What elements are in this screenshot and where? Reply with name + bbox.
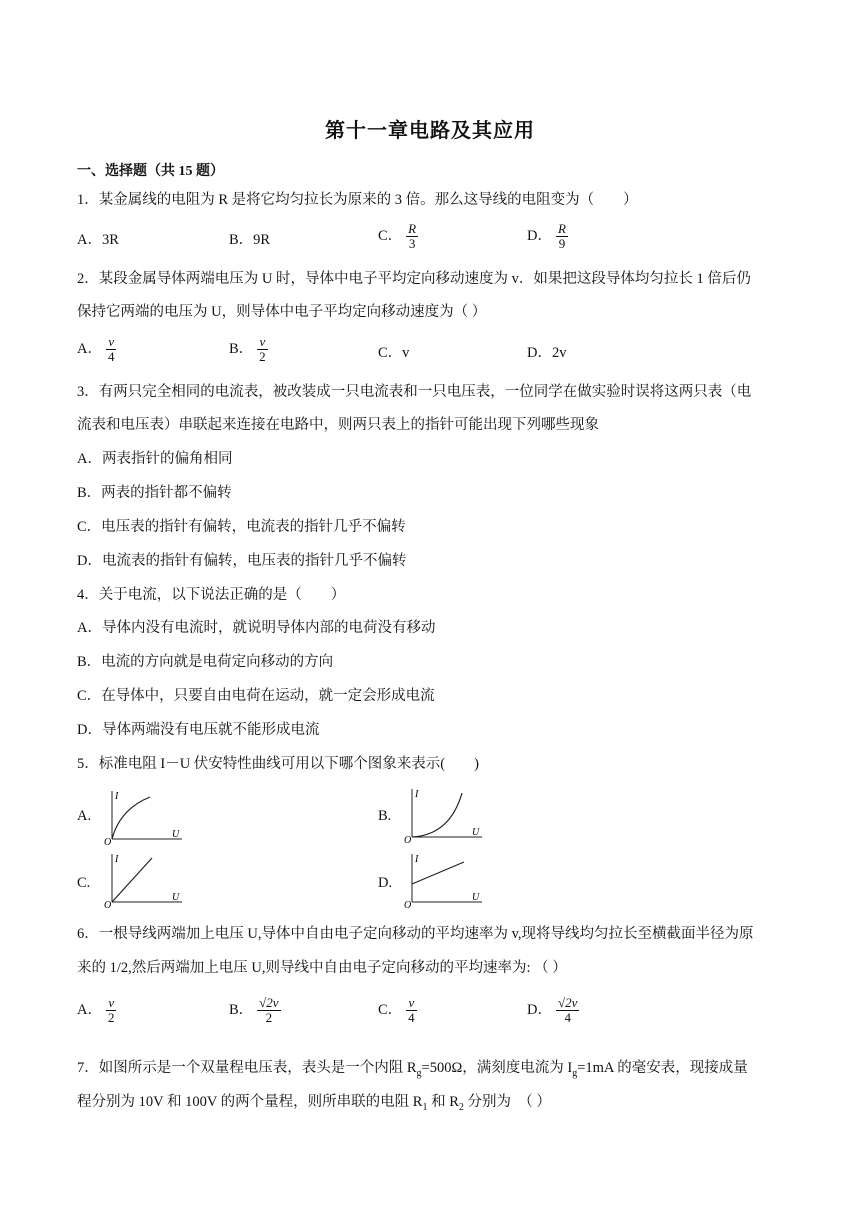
question-5-option-a-label: A. xyxy=(77,808,92,824)
question-3-option-b: B．两表的指针都不偏转 xyxy=(77,485,232,501)
question-6-stem-line-2: 来的 1/2,然后两端加上电压 U,则导线中自由电子定向移动的平均速率为: （ ） xyxy=(77,960,567,976)
question-7-stem-line-2 xyxy=(77,1092,783,1118)
question-7-stem-line-1 xyxy=(77,1058,783,1084)
fraction xyxy=(106,335,117,364)
text-segment: 程分别为 10V 和 100V 的两个量程，则所串联的电阻 R xyxy=(77,1094,423,1110)
fraction xyxy=(406,222,418,251)
text-segment: =500Ω，满刻度电流为 I xyxy=(421,1060,573,1076)
question-2-option-a xyxy=(77,335,116,364)
graph-option-b xyxy=(400,785,486,843)
option-label: D． xyxy=(527,1001,552,1018)
question-2-stem-line-2: 保持它两端的电压为 U，则导体中电子平均定向移动速度为（ ） xyxy=(77,304,487,320)
question-4-option-b: B．电流的方向就是电荷定向移动的方向 xyxy=(77,654,334,670)
text-segment: 分别为 （ ） xyxy=(463,1094,551,1110)
fraction xyxy=(556,222,568,251)
question-1-option-c xyxy=(378,222,418,251)
option-label: C． xyxy=(378,1001,403,1018)
question-3-option-c: C．电压表的指针有偏转，电流表的指针几乎不偏转 xyxy=(77,519,406,535)
option-label: A． xyxy=(77,1001,102,1018)
question-1-stem: 1．某金属线的电阻为 R 是将它均匀拉长为原来的 3 倍。那么这导线的电阻变为（ ） xyxy=(77,192,638,208)
origin-label: O xyxy=(104,837,112,845)
question-2-option-d: D．2v xyxy=(527,345,567,361)
fraction-numerator: R xyxy=(408,221,417,236)
question-3-option-a: A．两表指针的偏角相同 xyxy=(77,451,233,467)
subscript: 2 xyxy=(458,1101,464,1113)
origin-label: O xyxy=(104,900,112,908)
fraction-numerator: v xyxy=(106,996,117,1011)
question-6-stem-line-1: 6．一根导线两端加上电压 U,导体中自由电子定向移动的平均速率为 v,现将导线均匀拉长至横截面半径为原 xyxy=(77,926,754,942)
axis-label-u: U xyxy=(472,827,480,838)
fraction-numerator: v xyxy=(406,996,417,1011)
question-1-option-b: B．9R xyxy=(229,232,271,248)
fraction-numerator: √2v xyxy=(259,995,279,1010)
fraction-denominator: 4 xyxy=(564,1010,571,1025)
question-5-stem: 5．标准电阻 I－U 伏安特性曲线可用以下哪个图象来表示( ) xyxy=(77,756,479,772)
option-label: D． xyxy=(527,227,552,244)
fraction xyxy=(257,335,268,364)
question-2-option-b xyxy=(229,335,268,364)
text-segment: =1mA 的毫安表，现接成量 xyxy=(577,1060,748,1076)
option-label: B． xyxy=(229,1001,254,1018)
question-4-stem: 4．关于电流，以下说法正确的是（ ） xyxy=(77,587,346,603)
origin-label: O xyxy=(404,900,412,908)
section-heading: 一、选择题（共 15 题） xyxy=(77,164,224,179)
fraction-numerator: v xyxy=(106,335,117,350)
question-3-option-d: D．电流表的指针有偏转，电压表的指针几乎不偏转 xyxy=(77,553,407,569)
question-4-option-a: A．导体内没有电流时，就说明导体内部的电荷没有移动 xyxy=(77,620,436,636)
fraction-denominator: 4 xyxy=(408,1010,415,1025)
text-segment: 7．如图所示是一个双量程电压表，表头是一个内阻 R xyxy=(77,1060,417,1076)
fraction-numerator: v xyxy=(257,335,268,350)
question-5-option-d-label: D. xyxy=(378,875,393,891)
text-segment: 和 R xyxy=(427,1094,459,1110)
axis-label-i: I xyxy=(115,791,119,802)
graph-option-d xyxy=(400,850,486,908)
axis-label-i: I xyxy=(115,854,119,865)
subscript: 1 xyxy=(422,1101,428,1113)
question-6-option-a xyxy=(77,996,116,1025)
question-1-option-d xyxy=(527,222,568,251)
subscript: g xyxy=(572,1067,578,1079)
question-1-option-a: A．3R xyxy=(77,232,119,248)
fraction xyxy=(257,996,280,1025)
axis-label-i: I xyxy=(415,854,419,865)
axis-label-u: U xyxy=(172,892,180,903)
graph-option-c xyxy=(100,850,186,908)
question-3-stem-line-2: 流表和电压表）串联起来连接在电路中，则两只表上的指针可能出现下列哪些现象 xyxy=(77,417,599,433)
fraction-denominator: 3 xyxy=(408,236,416,251)
fraction xyxy=(556,996,579,1025)
question-3-stem-line-1: 3．有两只完全相同的电流表，被改装成一只电流表和一只电压表，一位同学在做实验时误将这两只表（电 xyxy=(77,384,752,400)
option-label: A． xyxy=(77,340,102,357)
origin-label: O xyxy=(404,835,412,843)
fraction-numerator: R xyxy=(557,221,566,236)
fraction-denominator: 4 xyxy=(107,349,115,364)
question-6-option-c xyxy=(378,996,417,1025)
fraction-numerator: √2v xyxy=(557,995,578,1010)
fraction-denominator: 2 xyxy=(259,349,266,364)
question-6-option-b xyxy=(229,996,281,1025)
question-4-option-d: D．导体两端没有电压就不能形成电流 xyxy=(77,722,320,738)
question-4-option-c: C．在导体中，只要自由电荷在运动，就一定会形成电流 xyxy=(77,688,435,704)
question-5-option-b-label: B. xyxy=(378,808,392,824)
subscript: g xyxy=(416,1067,422,1079)
page-title: 第十一章电路及其应用 xyxy=(325,120,535,142)
axis-label-u: U xyxy=(472,892,480,903)
fraction-denominator: 2 xyxy=(107,1010,115,1025)
graph-option-a xyxy=(100,787,186,845)
option-label: B． xyxy=(229,340,254,357)
question-5-option-c-label: C. xyxy=(77,875,91,891)
fraction-denominator: 9 xyxy=(558,236,566,251)
fraction xyxy=(406,996,417,1025)
question-2-option-c: C．v xyxy=(378,345,410,361)
question-6-option-d xyxy=(527,996,579,1025)
option-label: C． xyxy=(378,227,403,244)
axis-label-u: U xyxy=(172,829,180,840)
question-2-stem-line-1: 2．某段金属导体两端电压为 U 时，导体中电子平均定向移动速度为 v．如果把这段导体均匀拉长 1 倍后仍 xyxy=(77,271,751,287)
fraction xyxy=(106,996,117,1025)
axis-label-i: I xyxy=(415,789,419,800)
fraction-denominator: 2 xyxy=(265,1010,273,1025)
